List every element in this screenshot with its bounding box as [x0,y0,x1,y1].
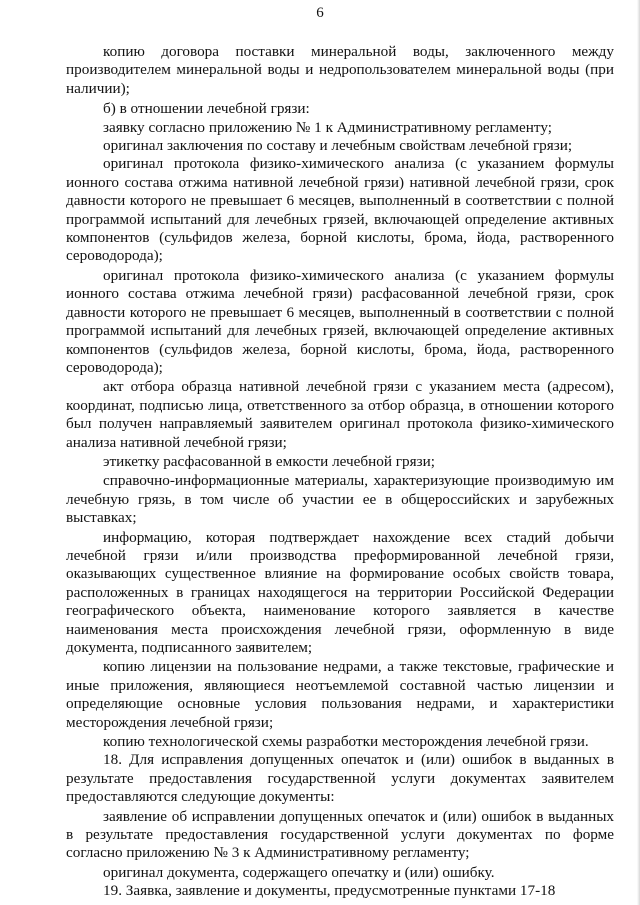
paragraph-technological-scheme: копию технологической схемы разработки месторождения лечебной грязи. [103,733,589,751]
paragraph-conclusion-original: оригинал заключения по составу и лечебным свойствам лечебной грязи; [103,137,573,155]
paragraph-original-with-error: оригинал документа, содержащего опечатку и (или) ошибку. [103,863,495,881]
paragraph-correction-request: заявление об исправлении допущенных опечаток и (или) ошибок в выданных в результате предоставления государственной услуги документах по форме согласно приложению № 3 к Административному регламенту; [66,807,614,862]
paragraph-subsoil-license: копию лицензии на пользование недрами, а также текстовые, графические и иные приложения, являющиеся неотъемлемой составной частью лицензии и определяющие основные условия пользования недрами, и характеристики месторождения лечебной грязи; [66,658,614,731]
paragraph-native-mud-protocol: оригинал протокола физико-химического анализа (с указанием формулы ионного состава отжима нативной лечебной грязи) нативной лечебной грязи, срок давности которого не превышает 6 месяцев, выполненный в соответствии с полной программой испытаний для лечебных грязей, включающей определение активных компонентов (сульфидов железа, борной кислоты, брома, йода, растворенного сероводорода); [66,155,614,265]
paragraph-mineral-water-contract: копию договора поставки минеральной воды, заключенного между производителем минеральной воды и недропользователем минеральной воды (при наличии); [66,43,614,97]
paragraph-label: этикетку расфасованной в емкости лечебной грязи; [103,452,435,470]
page-number: 6 [316,5,324,21]
document-body [66,43,614,901]
paragraph-packaged-mud-protocol: оригинал протокола физико-химического анализа (с указанием формулы ионного состава отжима лечебной грязи) расфасованной лечебной грязи, срок давности которого не превышает 6 месяцев, выполненный в соответствии с полной программой испытаний для лечебных грязей, включающей определение активных компонентов (сульфидов железа, борной кислоты, брома, йода, растворенного сероводорода); [66,266,614,376]
paragraph-item-19: 19. Заявка, заявление и документы, предусмотренные пунктами 17-18 [103,882,556,900]
paragraph-subsection-b-heading: б) в отношении лечебной грязи: [103,100,310,118]
paragraph-reference-materials: справочно-информационные материалы, характеризующие производимую им лечебную грязь, в том числе об участии ее в общероссийских и зарубежных выставках; [66,472,614,527]
paragraph-sampling-act: акт отбора образца нативной лечебной грязи с указанием места (адресом), координат, подписью лица, ответственного за отбор образца, в отношении которого был получен направляемый заявителем оригинал протокола физико-химического анализа нативной лечебной грязи; [66,378,614,451]
paragraph-item-18: 18. Для исправления допущенных опечаток и (или) ошибок в выданных в результате предоставления государственной услуги документах заявителем предоставляются следующие документы: [66,751,614,806]
paragraph-application: заявку согласно приложению № 1 к Административному регламенту; [103,118,552,136]
paragraph-extraction-information: информацию, которая подтверждает нахождение всех стадий добычи лечебной грязи и/или производства преформированной лечебной грязи, оказывающих существенное влияние на формирование особых свойств товара, расположенных в границах находящегося на территории Российской Федерации географического объекта, наименование которого заявляется в качестве наименования места происхождения лечебной грязи, оформленную в виде документа, подписанного заявителем; [66,528,614,656]
